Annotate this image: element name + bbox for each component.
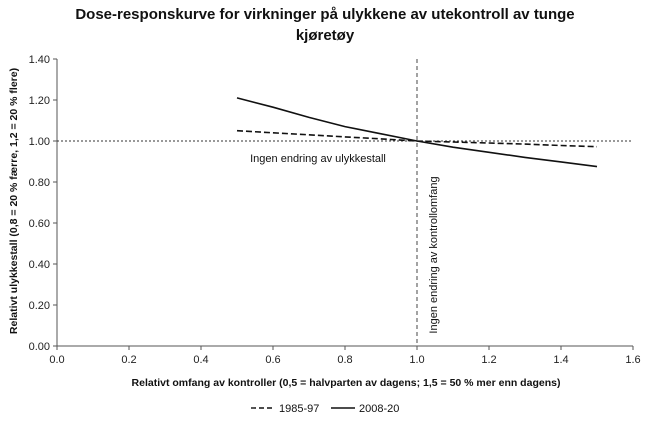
x-tick-label: 0.4 xyxy=(193,354,209,366)
reference-label-no-change-control: Ingen endring av kontrollomfang xyxy=(428,176,440,334)
reference-lines xyxy=(57,59,633,346)
y-tick-label: 1.40 xyxy=(28,54,50,66)
x-tick-label: 0.0 xyxy=(49,354,65,366)
x-tick-label: 1.0 xyxy=(409,354,425,366)
legend-label-2008-20: 2008-20 xyxy=(359,403,400,415)
y-tick-label: 1.20 xyxy=(28,95,50,107)
x-tick-label: 1.2 xyxy=(481,354,497,366)
x-tick-label: 0.6 xyxy=(265,354,281,366)
x-tick-label: 1.6 xyxy=(625,354,641,366)
reference-label-no-change-accidents: Ingen endring av ulykkestall xyxy=(250,153,386,165)
y-tick-label: 1.00 xyxy=(28,136,50,148)
y-tick-label: 0.20 xyxy=(28,300,50,312)
legend xyxy=(251,403,399,415)
x-tick-label: 1.4 xyxy=(553,354,569,366)
tick-labels xyxy=(29,54,641,366)
x-tick-label: 0.8 xyxy=(337,354,353,366)
legend-label-1985-97: 1985-97 xyxy=(279,403,320,415)
y-tick-label: 0.00 xyxy=(28,341,50,353)
y-tick-label: 0.80 xyxy=(28,177,50,189)
y-axis-label: Relativt ulykkestall (0,8 = 20 % færre, 1,2 = 20 % flere) xyxy=(8,67,20,335)
x-axis-label: Relativt omfang av kontroller (0,5 = halvparten av dagens; 1,5 = 50 % mer enn dagens) xyxy=(131,377,561,389)
axes xyxy=(53,59,633,350)
x-tick-label: 0.2 xyxy=(121,354,137,366)
chart-title: Dose-responskurve for virkninger på ulykkene av utekontroll av tunge kjøretøy xyxy=(75,6,575,44)
y-tick-label: 0.40 xyxy=(28,259,50,271)
y-tick-label: 0.60 xyxy=(28,218,50,230)
